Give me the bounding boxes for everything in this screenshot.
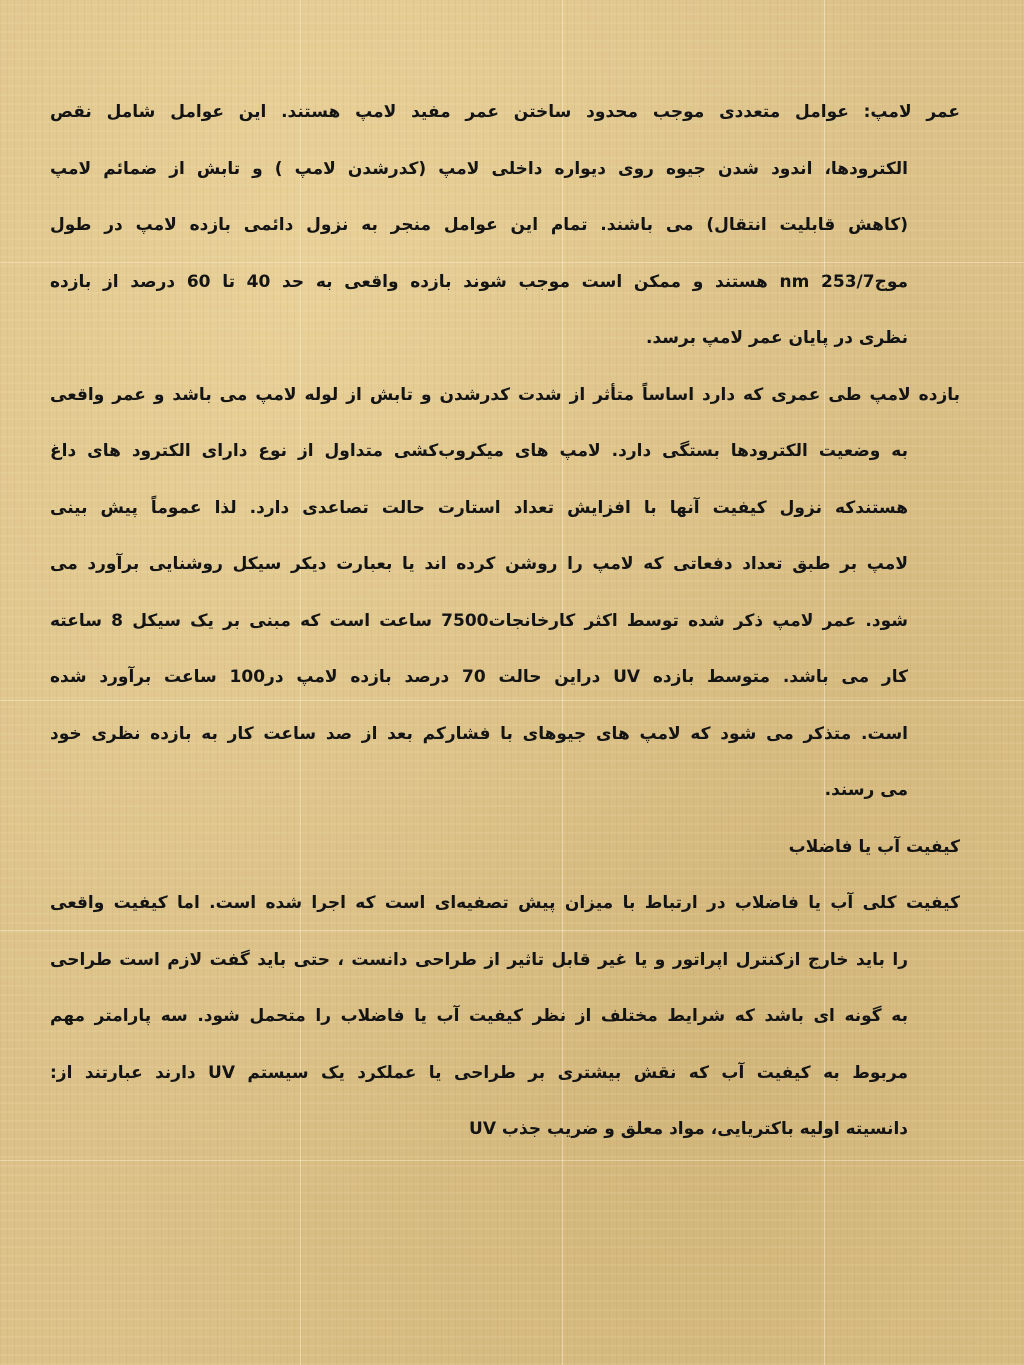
document-page	[50, 84, 960, 1344]
paragraph-lamp-life	[50, 84, 960, 367]
text-line: لامپ بر طبق تعداد دفعاتی که لامپ را روشن کرده اند یا بعبارت دیکر سیکل روشنایی برآورد می	[50, 554, 908, 574]
text-line: به وضعیت الکترودها بستگی دارد. لامپ های میکروب‌کشی متداول از نوع دارای الکترود های داغ	[50, 441, 908, 461]
text-line: عمر لامپ: عوامل متعددی موجب محدود ساختن عمر مفید لامپ هستند. این عوامل شامل نقص	[50, 102, 960, 122]
text-line: نظری در پایان عمر لامپ برسد.	[646, 328, 908, 348]
text-line: می رسند.	[824, 780, 908, 800]
text-line: است. متذکر می شود که لامپ های جیوهای با فشارکم بعد از صد ساعت کار به بازده نظری خود	[50, 723, 908, 744]
text-line: هستندکه نزول کیفیت آنها با افزایش تعداد استارت حالت تصاعدی دارد. لذا عموماً پیش بینی	[50, 497, 908, 518]
text-line: الکترودها، اندود شدن جیوه روی دیواره داخلی لامپ (کدرشدن لامپ ) و تابش از ضمائم لامپ	[50, 158, 908, 179]
text-line: مربوط به کیفیت آب که نقش بیشتری بر طراحی یا عملکرد یک سیستم UV دارند عبارتند از:	[50, 1062, 908, 1083]
paragraph-lamp-efficiency	[50, 367, 960, 819]
text-line: را باید خارج ازکنترل اپراتور و یا غیر قابل تاثیر از طراحی دانست ، حتی باید گفت لازم است طراحی	[50, 949, 908, 970]
text-line: شود. عمر لامپ ذکر شده توسط اکثر کارخانجات7500 ساعت است که مبنی بر یک سیکل 8 ساعته	[50, 610, 908, 631]
text-line: دانسیته اولیه باکتریایی، مواد معلق و ضریب جذب UV	[469, 1119, 908, 1139]
section-heading-water-quality: کیفیت آب یا فاضلاب	[788, 836, 960, 857]
text-line: موج253/7 nm هستند و ممکن است موجب شوند بازده واقعی به حد 40 تا 60 درصد از بازده	[50, 271, 909, 292]
paragraph-water-quality	[50, 875, 960, 1158]
text-line: کیفیت کلی آب یا فاضلاب در ارتباط با میزان پیش تصفیه‌ای است که اجرا شده است. اما کیفیت واقعی	[50, 893, 960, 913]
text-line: بازده لامپ طی عمری که دارد اساساً متأثر از شدت کدرشدن و تابش از لوله لامپ می باشد و عمر واقعی	[50, 384, 960, 405]
text-line: (کاهش قابلیت انتقال) می باشند. تمام این عوامل منجر به نزول دائمی بازده لامپ در طول	[50, 215, 908, 235]
text-line: کار می باشد. متوسط بازده UV دراین حالت 70 درصد بازده لامپ در100 ساعت برآورد شده	[50, 667, 908, 687]
text-line: به گونه ای باشد که شرایط مختلف از نظر کیفیت آب یا فاضلاب را متحمل شود. سه پارامتر مهم	[50, 1006, 908, 1026]
